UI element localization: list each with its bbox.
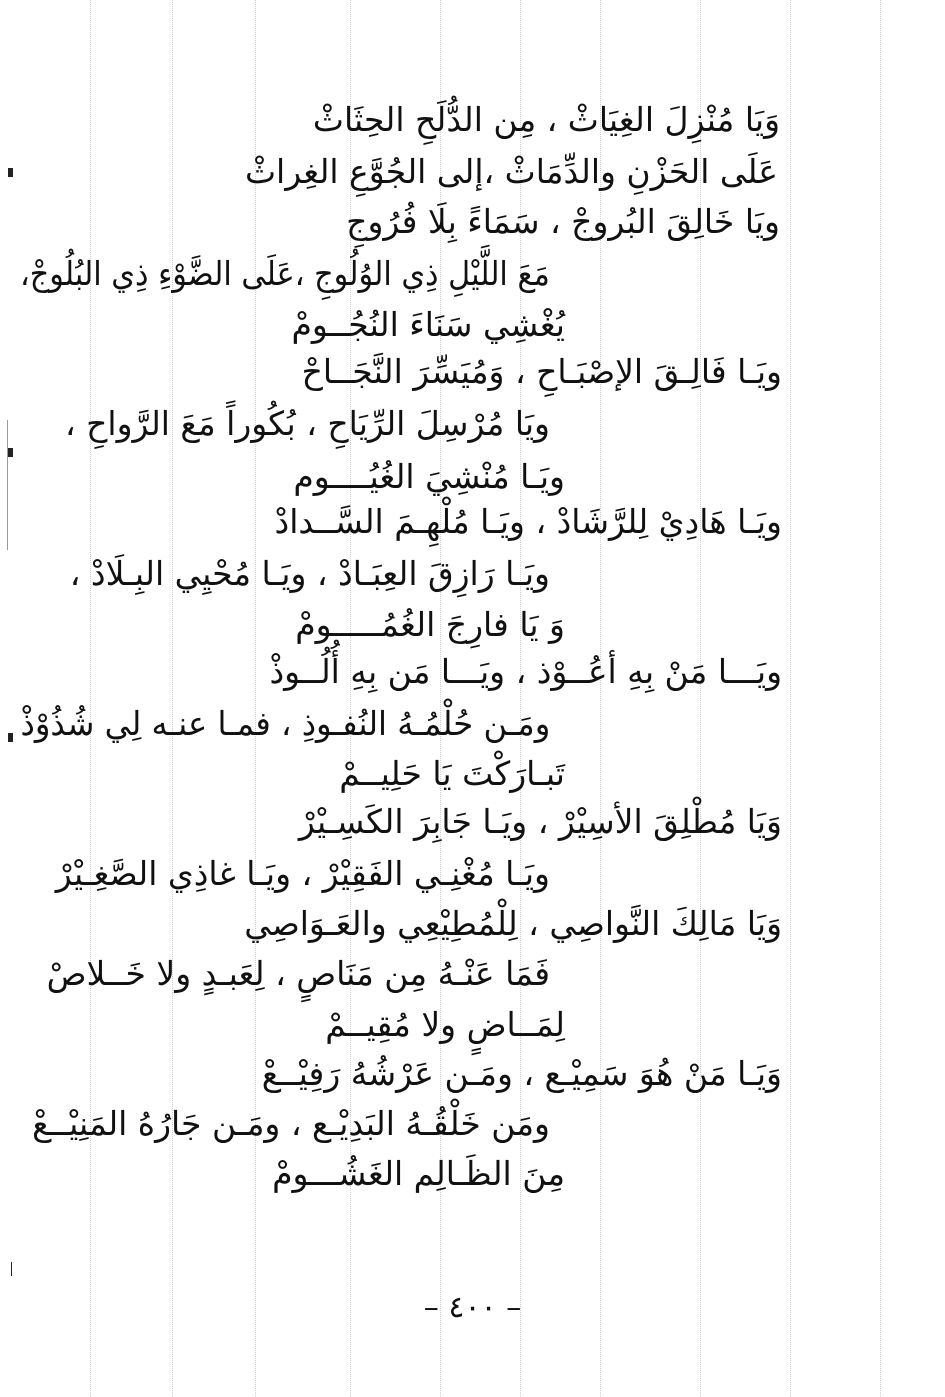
margin-rule: [7, 420, 8, 550]
scan-guide-line: [172, 0, 173, 1397]
verse-line: ويَـــا مَنْ بِهِ أعُــوْذ ، ويَـــا مَن بِهِ أُلُــوذْ: [269, 652, 782, 691]
margin-rule: [11, 1262, 12, 1276]
verse-line: وَيَا مَالِكَ النَّواصِي ، لِلْمُطِيْعِي والعَـوَاصِي: [244, 904, 782, 943]
verse-line: ومَـن حُلْمُـهُ النُفـوذِ ، فمـا عنـه لِي شُذُوْذْ: [20, 704, 550, 743]
verse-line: عَلَى الحَزْنِ والدِّمَاثْ ،إلى الجُوَّعِ الغِراثْ: [244, 152, 778, 191]
verse-line: فَمَا عَنْـهُ مِن مَنَاصٍ ، لِعَبـدٍ ولا خَــلاصْ: [46, 954, 550, 993]
binding-mark: [8, 168, 13, 177]
page-number: – ٤٠٠ –: [423, 1290, 522, 1325]
verse-line: ويَـا هَادِيْ لِلرَّشَادْ ، ويَـا مُلْهِـمَ السَّــدادْ: [274, 502, 782, 541]
scan-guide-line: [790, 0, 791, 1397]
scan-guide-line: [90, 0, 91, 1397]
verse-line: لِمَــاضٍ ولا مُقِيــمْ: [325, 1005, 565, 1044]
verse-line: ويَـا مُنْشِيَ الغُيُــــوم: [293, 457, 565, 496]
verse-line: ويَا خَالِقَ البُروجْ ، سَمَاءً بِلَا فُرُوجِ: [346, 202, 780, 241]
verse-line: ويَـا مُغْنِـي الفَقِيْرْ ، ويَـا غاذِي الصَّغِـيْرْ: [55, 854, 550, 893]
binding-mark: [8, 448, 13, 457]
verse-line: ويَا مُرْسِلَ الرِّيَاحِ ، بُكُوراً مَعَ الرَّواحِ ،: [64, 404, 550, 443]
verse-line: تَبـارَكْتَ يَا حَلِيــمْ: [339, 754, 565, 793]
verse-line: وَيَـا مَنْ هُوَ سَمِيْـع ، ومَـن عَرْشُهُ رَفِيْــعْ: [261, 1054, 782, 1093]
binding-mark: [8, 733, 13, 742]
verse-line: وَ يَا فارِجَ الغُمُـــــومْ: [295, 605, 565, 644]
verse-line: وَيَا مُنْزِلَ الغِيَاثْ ، مِن الدُّلَحِ الحِثَاثْ: [312, 100, 780, 139]
verse-line: ومَن خَلْقُـهُ البَدِيْـع ، ومَـن جَارُهُ المَنِيْــعْ: [32, 1104, 550, 1143]
scan-guide-line: [880, 0, 881, 1397]
verse-line: ويَـا فَالِـقَ الإصْبَـاحِ ، وَمُيَسِّرَ النَّجَــاحْ: [301, 352, 782, 391]
scan-guide-line: [255, 0, 256, 1397]
verse-line: مَعَ اللَّيْلِ ذِي الوُلُوجِ ،عَلَى الضَّوْءِ ذِي البُلُوجْ،: [20, 254, 550, 293]
verse-line: مِنَ الظَـالِم الغَشُـــومْ: [272, 1154, 565, 1193]
verse-line: وَيَا مُطْلِقَ الأسِيْرْ ، ويَـا جَابِرَ الكَسِـيْرْ: [298, 802, 782, 841]
verse-line: ويَـا رَازِقَ العِبَـادْ ، ويَـا مُحْيِي البِـلَادْ ،: [69, 554, 550, 593]
verse-line: يُغْشِي سَنَاءَ النُجُــومْ: [291, 305, 565, 344]
